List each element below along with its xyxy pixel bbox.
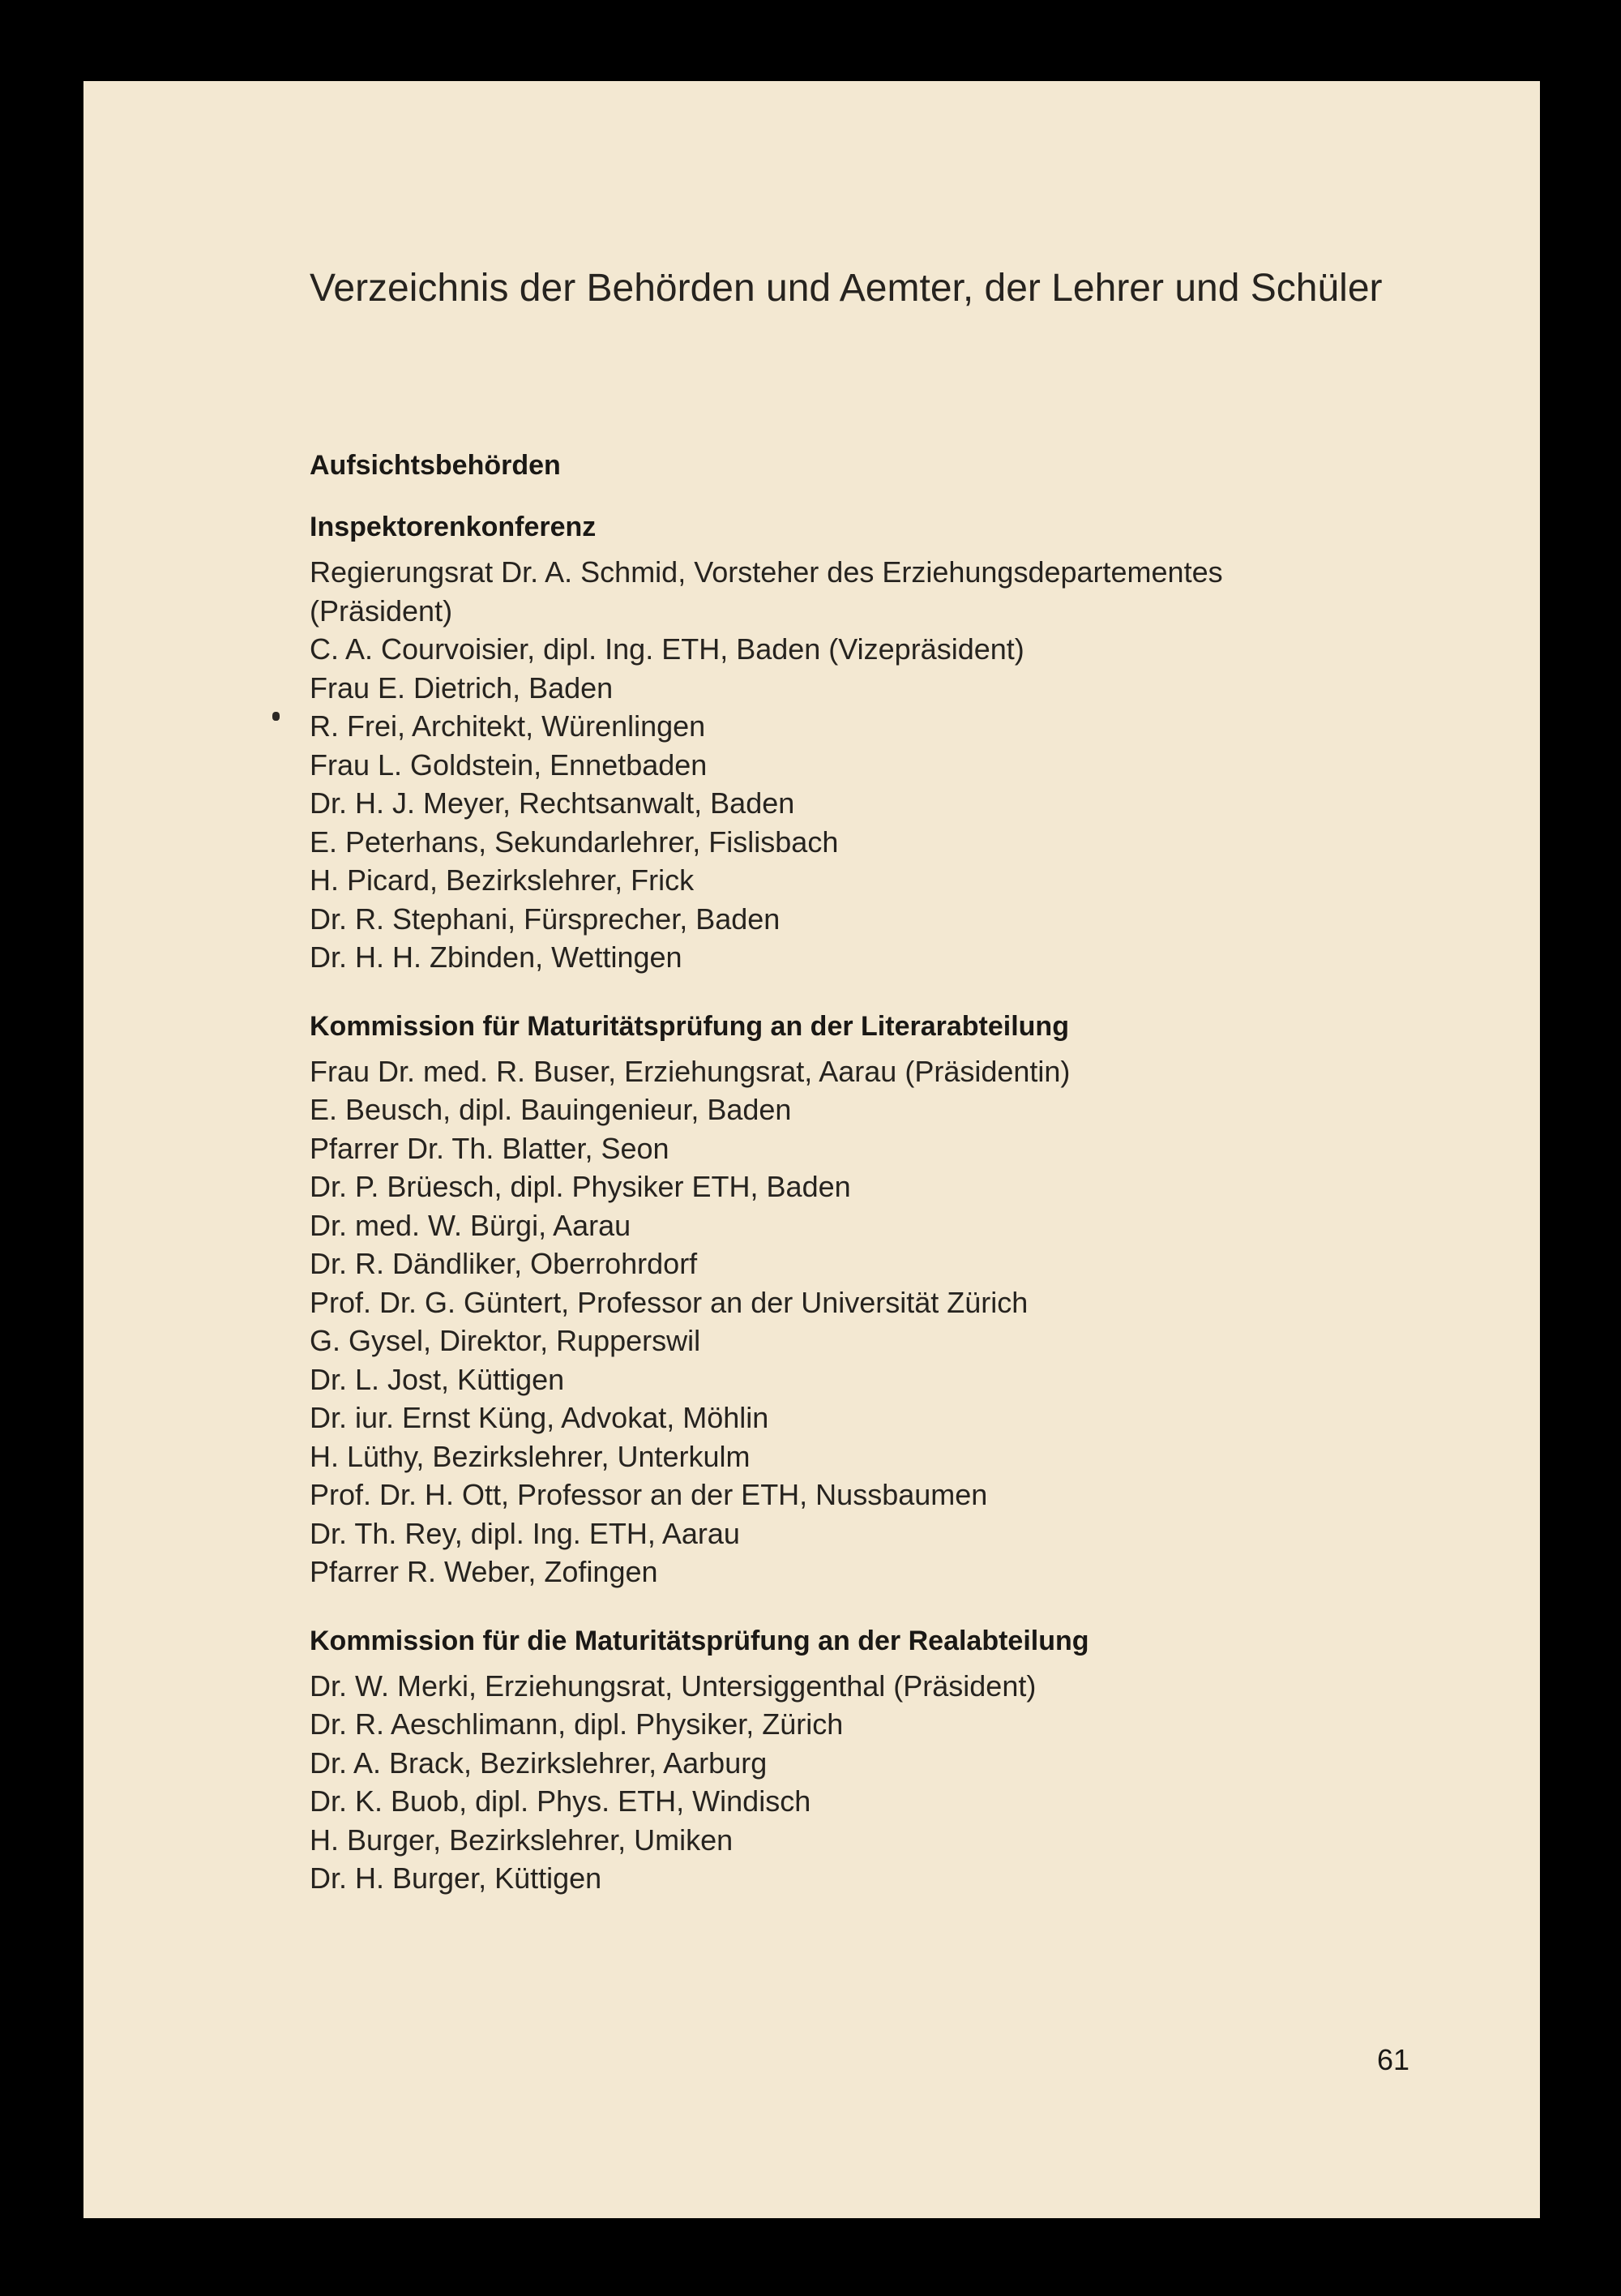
list-item: Dr. med. W. Bürgi, Aarau xyxy=(310,1208,631,1242)
list-item: G. Gysel, Direktor, Rupperswil xyxy=(310,1324,701,1357)
list-item: Dr. R. Dändliker, Oberrohrdorf xyxy=(310,1247,698,1280)
list-item: Dr. iur. Ernst Küng, Advokat, Möhlin xyxy=(310,1401,769,1434)
list-item: Dr. L. Jost, Küttigen xyxy=(310,1362,565,1396)
list-item: Dr. H. J. Meyer, Rechtsanwalt, Baden xyxy=(310,786,795,820)
list-item: Dr. P. Brüesch, dipl. Physiker ETH, Baden xyxy=(310,1170,851,1203)
section-heading-aufsichtsbehoerden: Aufsichtsbehörden xyxy=(310,450,561,481)
list-item: Frau Dr. med. R. Buser, Erziehungsrat, Aarau (Präsidentin) xyxy=(310,1054,1071,1088)
list-item: Dr. W. Merki, Erziehungsrat, Untersiggenthal (Präsident) xyxy=(310,1668,1037,1703)
list-item: Dr. R. Stephani, Fürsprecher, Baden xyxy=(310,902,781,936)
group-heading-realabteilung: Kommission für die Maturitätsprüfung an der Realabteilung xyxy=(310,1625,1089,1656)
list-item: Dr. H. Burger, Küttigen xyxy=(310,1861,602,1895)
list-item: Dr. K. Buob, dipl. Phys. ETH, Windisch xyxy=(310,1784,811,1818)
page-title: Verzeichnis der Behörden und Aemter, der Lehrer und Schüler xyxy=(310,267,1383,310)
list-item: Prof. Dr. G. Güntert, Professor an der Universität Zürich xyxy=(310,1285,1029,1319)
list-item: H. Burger, Bezirkslehrer, Umiken xyxy=(310,1823,734,1857)
group-heading-literarabteilung: Kommission für Maturitätsprüfung an der Literarabteilung xyxy=(310,1010,1069,1042)
list-item: Pfarrer Dr. Th. Blatter, Seon xyxy=(310,1131,669,1165)
list-item: Dr. Th. Rey, dipl. Ing. ETH, Aarau xyxy=(310,1516,740,1550)
list-item: Frau E. Dietrich, Baden xyxy=(310,670,614,705)
entry-list-inspektorenkonferenz xyxy=(310,553,1525,977)
list-item: E. Peterhans, Sekundarlehrer, Fislisbach xyxy=(310,825,839,859)
page-content xyxy=(310,266,1525,1898)
list-item: Dr. H. H. Zbinden, Wettingen xyxy=(310,940,682,974)
list-item: E. Beusch, dipl. Bauingenieur, Baden xyxy=(310,1093,792,1126)
list-item: (Präsident) xyxy=(310,593,453,628)
entry-list-literarabteilung xyxy=(310,1052,1525,1591)
list-item: H. Lüthy, Bezirkslehrer, Unterkulm xyxy=(310,1439,751,1473)
list-item: Dr. R. Aeschlimann, dipl. Physiker, Zürich xyxy=(310,1707,844,1741)
list-item: Frau L. Goldstein, Ennetbaden xyxy=(310,747,708,782)
document-page xyxy=(83,81,1540,2218)
entry-list-realabteilung xyxy=(310,1667,1525,1898)
list-item: Prof. Dr. H. Ott, Professor an der ETH, Nussbaumen xyxy=(310,1478,988,1511)
list-item: C. A. Courvoisier, dipl. Ing. ETH, Baden (Vizepräsident) xyxy=(310,632,1024,666)
list-item: Dr. A. Brack, Bezirkslehrer, Aarburg xyxy=(310,1746,768,1780)
group-heading-inspektorenkonferenz: Inspektorenkonferenz xyxy=(310,512,597,542)
stray-mark xyxy=(272,712,280,721)
list-item: R. Frei, Architekt, Würenlingen xyxy=(310,709,706,743)
list-item: H. Picard, Bezirkslehrer, Frick xyxy=(310,863,695,897)
list-item: Pfarrer R. Weber, Zofingen xyxy=(310,1555,658,1588)
list-item: Regierungsrat Dr. A. Schmid, Vorsteher des Erziehungsdepartementes xyxy=(310,555,1223,589)
page-number: 61 xyxy=(1377,2043,1410,2076)
